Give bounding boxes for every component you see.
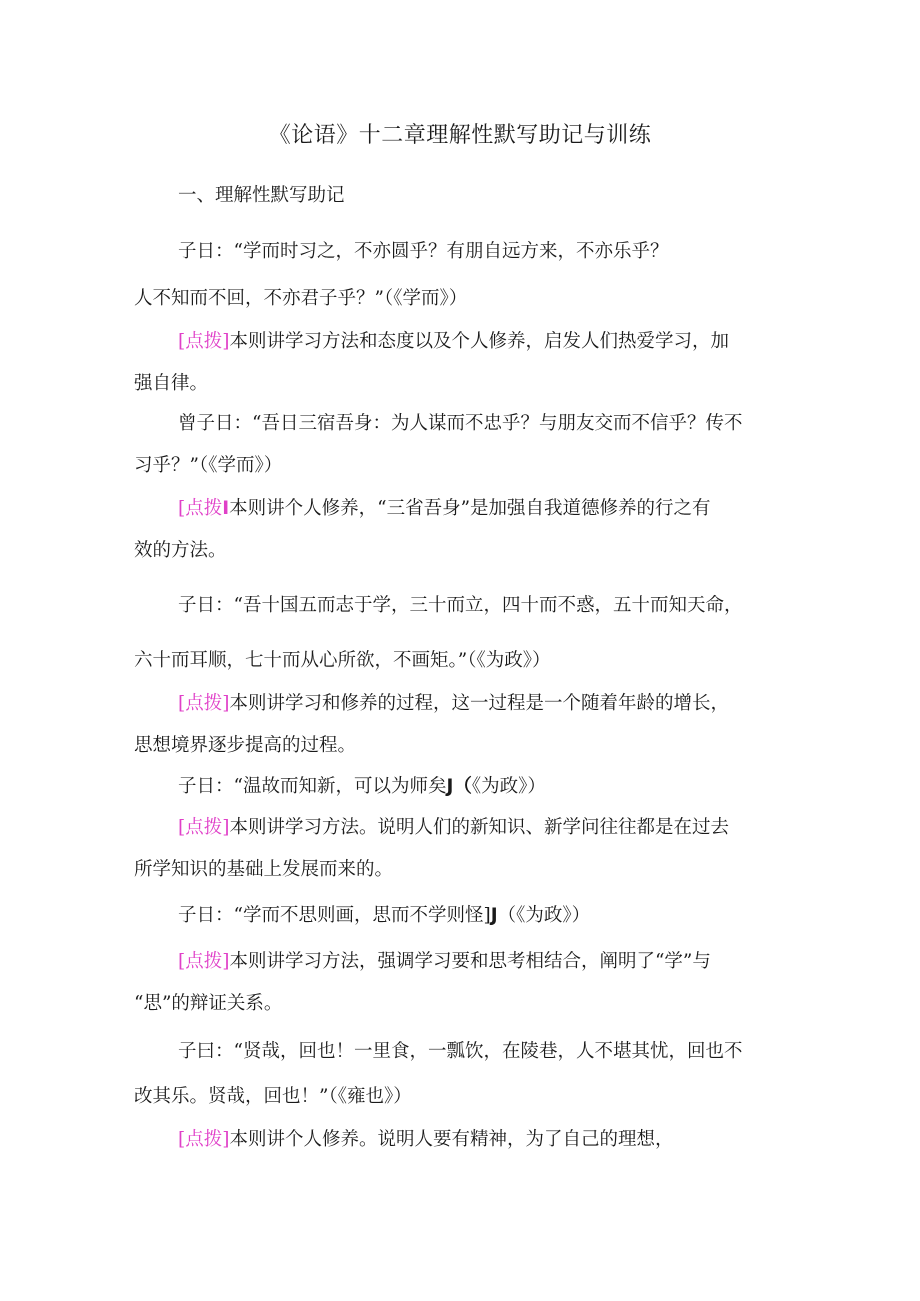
quote-line: 六十而耳顺，七十而从心所欲，不画矩。”（《为政》） (134, 650, 551, 671)
note-line: 效的方法。 (134, 540, 227, 561)
ocr-mark: J (490, 905, 498, 926)
note-line (178, 1128, 673, 1152)
quote-line: 改其乐。贤哉，回也！”（《雍也》） (134, 1086, 412, 1107)
quote-line: 习乎？”（《学而》） (134, 455, 283, 476)
quote-line: 人不知而不回，不亦君子乎？”（《学而》） (134, 288, 468, 309)
note-text: 本则讲学习方法，强调学习要和思考相结合，阐明了“学”与 (229, 951, 711, 972)
hint-tag: [点拨] (178, 951, 230, 972)
note-line: “思”的辩证关系。 (134, 993, 283, 1014)
section-heading: 一、理解性默写助记 (178, 185, 345, 206)
quote-source: （《为政》） (497, 905, 591, 926)
quote-text: 子日：“学而不思则画，思而不学则怪] (178, 905, 491, 926)
note-text: 本则讲学习方法。说明人们的新知识、新学问往往都是在过去 (229, 817, 729, 838)
quote-line: 子曰：“贤哉，回也！一里食，一瓢饮，在陵巷，人不堪其忧，回也不 (178, 1041, 743, 1062)
document-title: 《论语》十二章理解性默写助记与训练 (268, 123, 652, 148)
ocr-mark: J（ (446, 776, 472, 797)
note-text: 本则讲个人修养，“三省吾身”是加强自我道德修养的行之有 (229, 498, 711, 519)
quote-line: 曾子日：“吾日三宿吾身：为人谋而不忠乎？与朋友交而不信乎？传不 (178, 413, 743, 434)
quote-text: 子日：“温故而知新，可以为师矣 (178, 776, 447, 797)
hint-tag: [点拨] (178, 331, 230, 352)
note-text: 本则讲学习和修养的过程，这一过程是一个随着年龄的增长， (229, 693, 729, 714)
note-line (178, 497, 711, 521)
hint-tag-mark: I (222, 498, 230, 519)
note-text: 本则讲学习方法和态度以及个人修养，启发人们热爱学习，加 (229, 331, 729, 352)
note-line: 思想境界逐步提高的过程。 (134, 735, 357, 756)
quote-line (178, 775, 546, 799)
note-line (178, 816, 729, 840)
hint-tag: [点拨 (178, 498, 223, 519)
quote-line: 子日：“学而时习之，不亦圆乎？有朋自远方来，不亦乐乎？ (178, 241, 669, 262)
note-text: 本则讲个人修养。说明人要有精神，为了自己的理想， (229, 1129, 674, 1150)
note-line (178, 950, 711, 974)
hint-tag: [点拨] (178, 817, 230, 838)
hint-tag: [点拨] (178, 1129, 230, 1150)
hint-tag: [点拨] (178, 693, 230, 714)
quote-line (178, 904, 590, 928)
note-line (178, 692, 729, 716)
note-line: 强自律。 (134, 373, 209, 394)
note-line (178, 330, 729, 354)
quote-line: 子日：“吾十国五而志于学，三十而立，四十而不惑，五十而知天命， (178, 595, 743, 616)
quote-source: 《为政》） (471, 776, 546, 797)
note-line: 所学知识的基础上发展而来的。 (134, 859, 394, 880)
